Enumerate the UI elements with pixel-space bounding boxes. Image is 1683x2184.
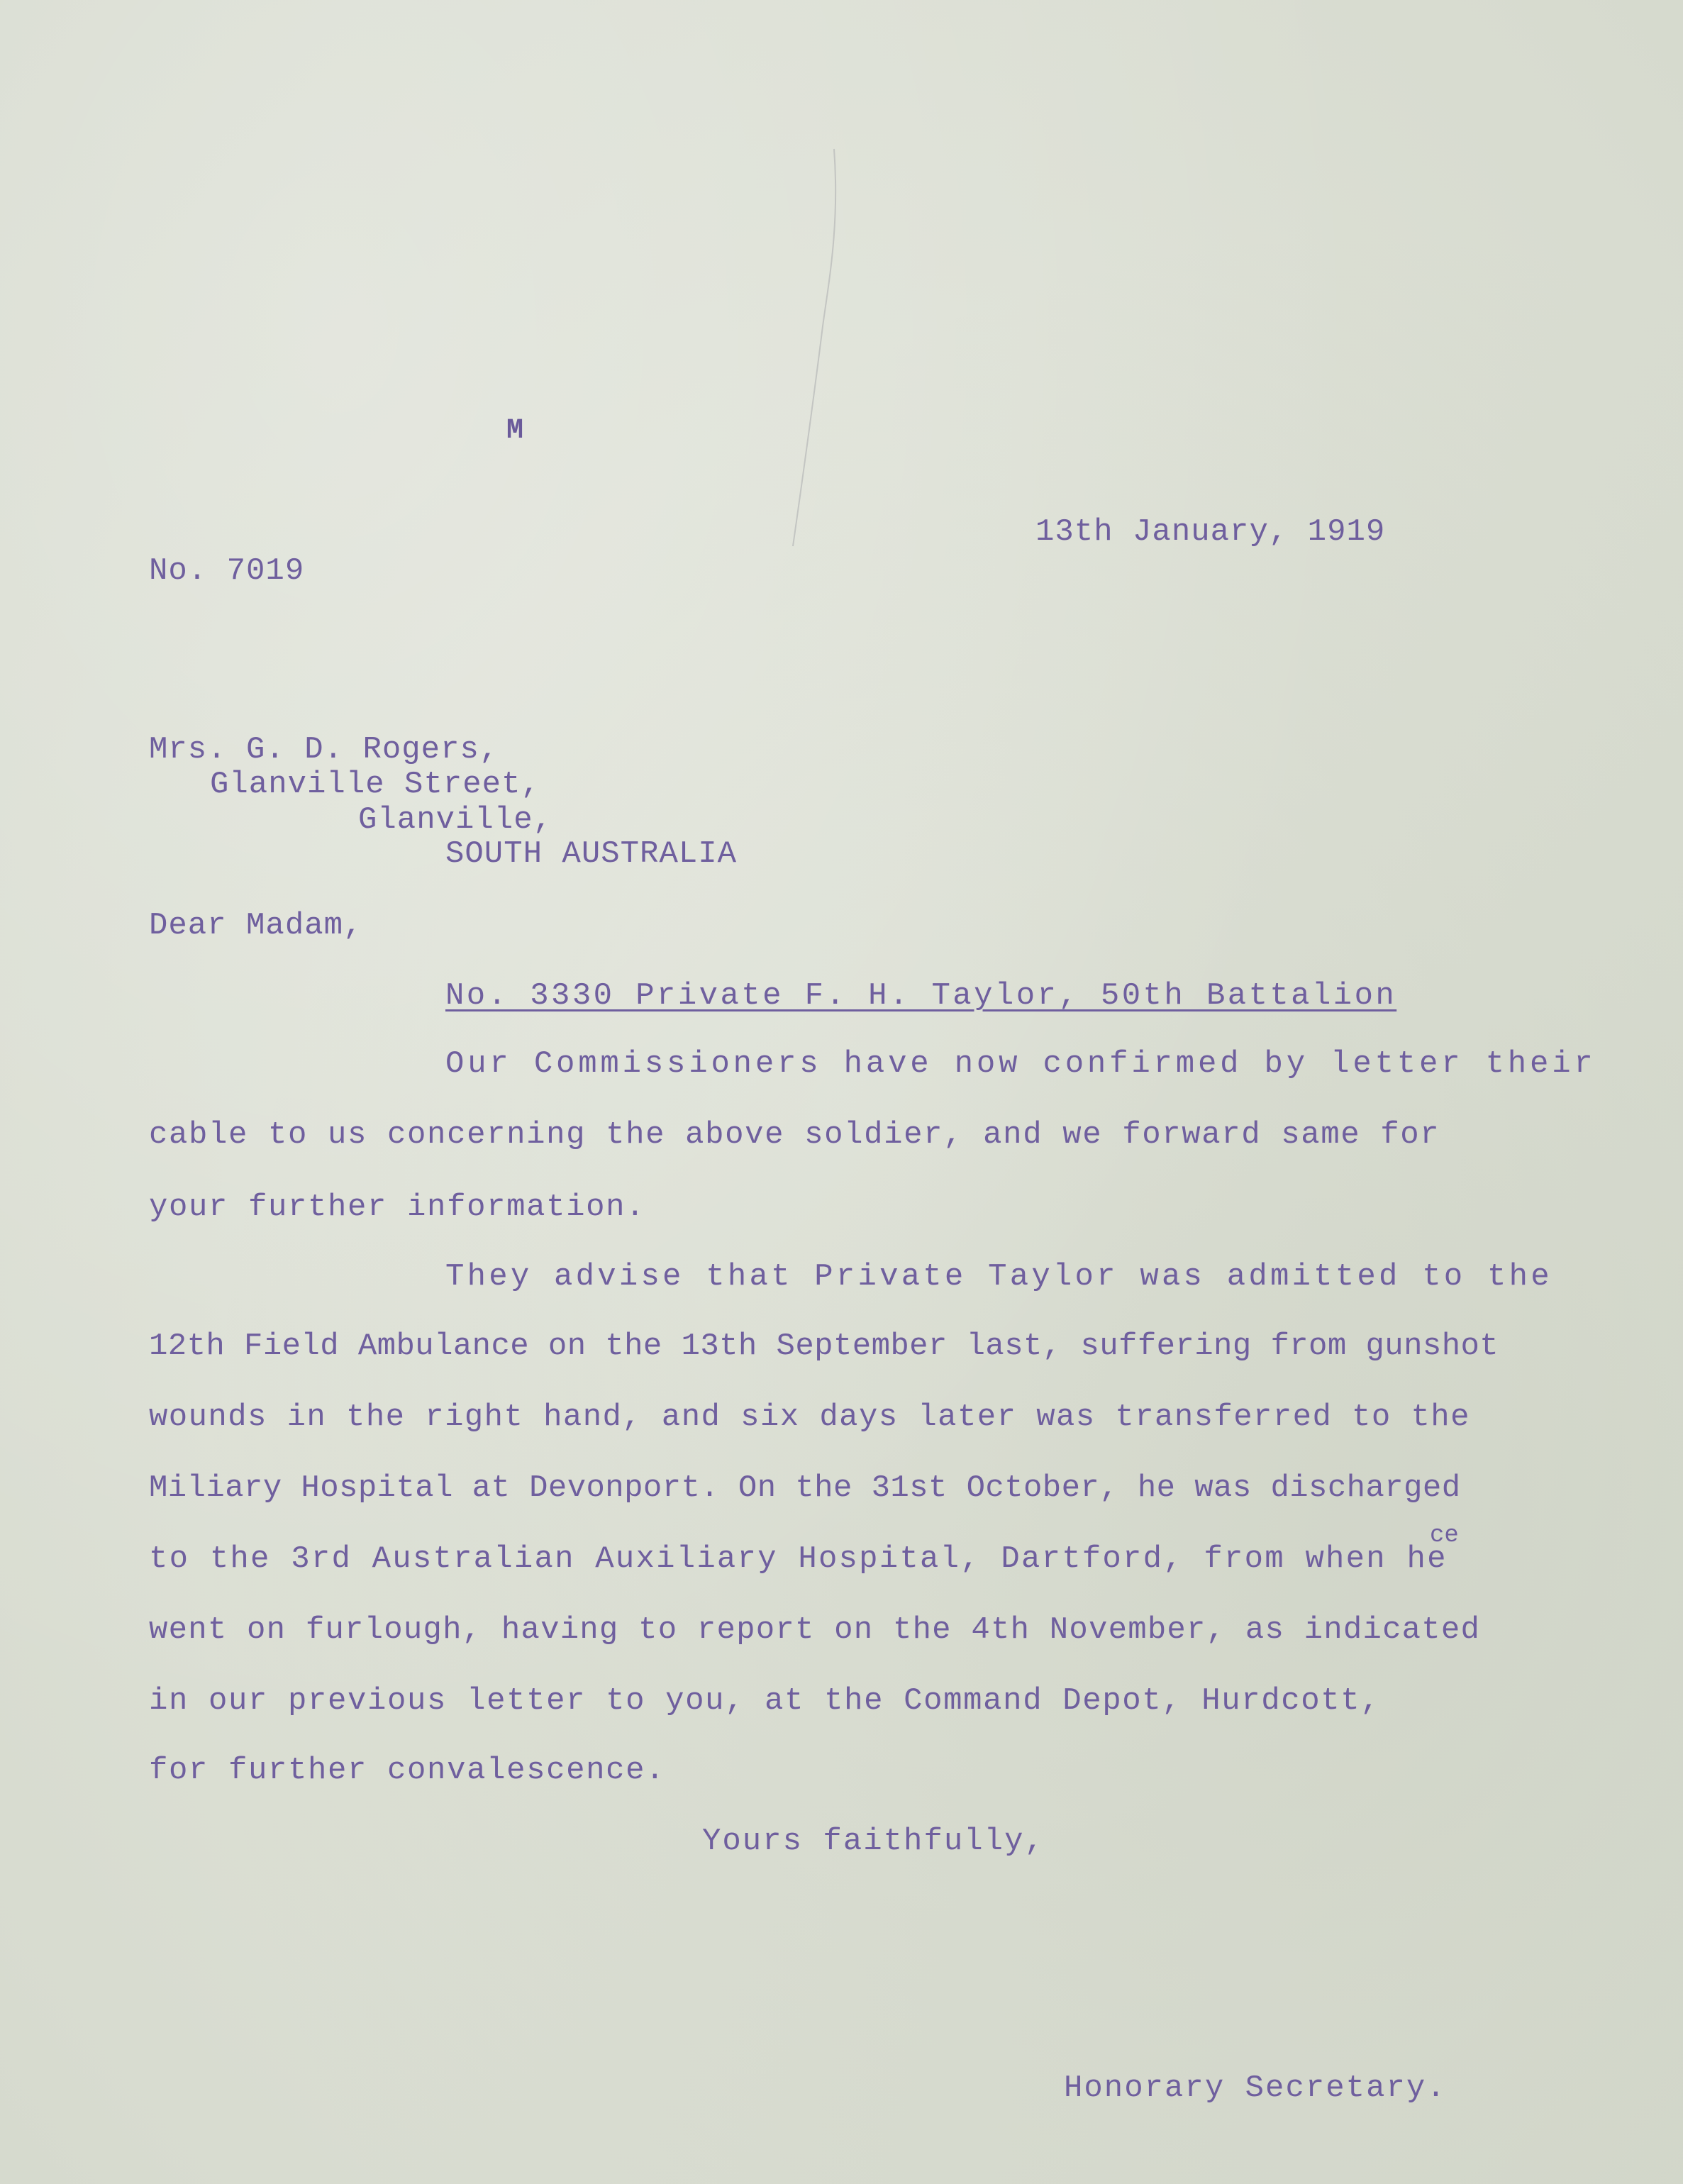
address-line: Glanville, xyxy=(358,802,553,838)
salutation: Dear Madam, xyxy=(149,908,363,943)
body-line: in our previous letter to you, at the Command Depot, Hurdcott, xyxy=(149,1683,1381,1719)
body-line: to the 3rd Australian Auxiliary Hospital, Dartford, from when he xyxy=(149,1541,1448,1577)
reference-number: No. 7019 xyxy=(149,553,305,589)
body-line: for further convalescence. xyxy=(149,1753,666,1788)
closing: Yours faithfully, xyxy=(702,1824,1045,1859)
paper-fold-mark xyxy=(779,142,843,553)
body-line: wounds in the right hand, and six days later was transferred to the xyxy=(149,1399,1470,1435)
handwritten-correction: ce xyxy=(1430,1522,1459,1549)
body-line: your further information. xyxy=(149,1190,646,1225)
address-line: Glanville Street, xyxy=(210,767,540,802)
body-line: cable to us concerning the above soldier, and we forward same for xyxy=(149,1117,1440,1153)
body-line: Our Commissioners have now confirmed by letter their xyxy=(445,1046,1596,1082)
address-line: SOUTH AUSTRALIA xyxy=(445,836,738,872)
subject-line: No. 3330 Private F. H. Taylor, 50th Battalion xyxy=(445,978,1397,1014)
body-line: Miliary Hospital at Devonport. On the 31st October, he was discharged xyxy=(149,1470,1461,1506)
body-line: went on furlough, having to report on the 4th November, as indicated xyxy=(149,1612,1481,1648)
letter-date: 13th January, 1919 xyxy=(1035,514,1386,550)
signature-title: Honorary Secretary. xyxy=(1064,2071,1447,2106)
typed-mark: M xyxy=(506,415,525,447)
body-line: 12th Field Ambulance on the 13th September last, suffering from gunshot xyxy=(149,1329,1499,1364)
address-line: Mrs. G. D. Rogers, xyxy=(149,732,499,767)
body-line: They advise that Private Taylor was admitted to the xyxy=(445,1259,1553,1295)
